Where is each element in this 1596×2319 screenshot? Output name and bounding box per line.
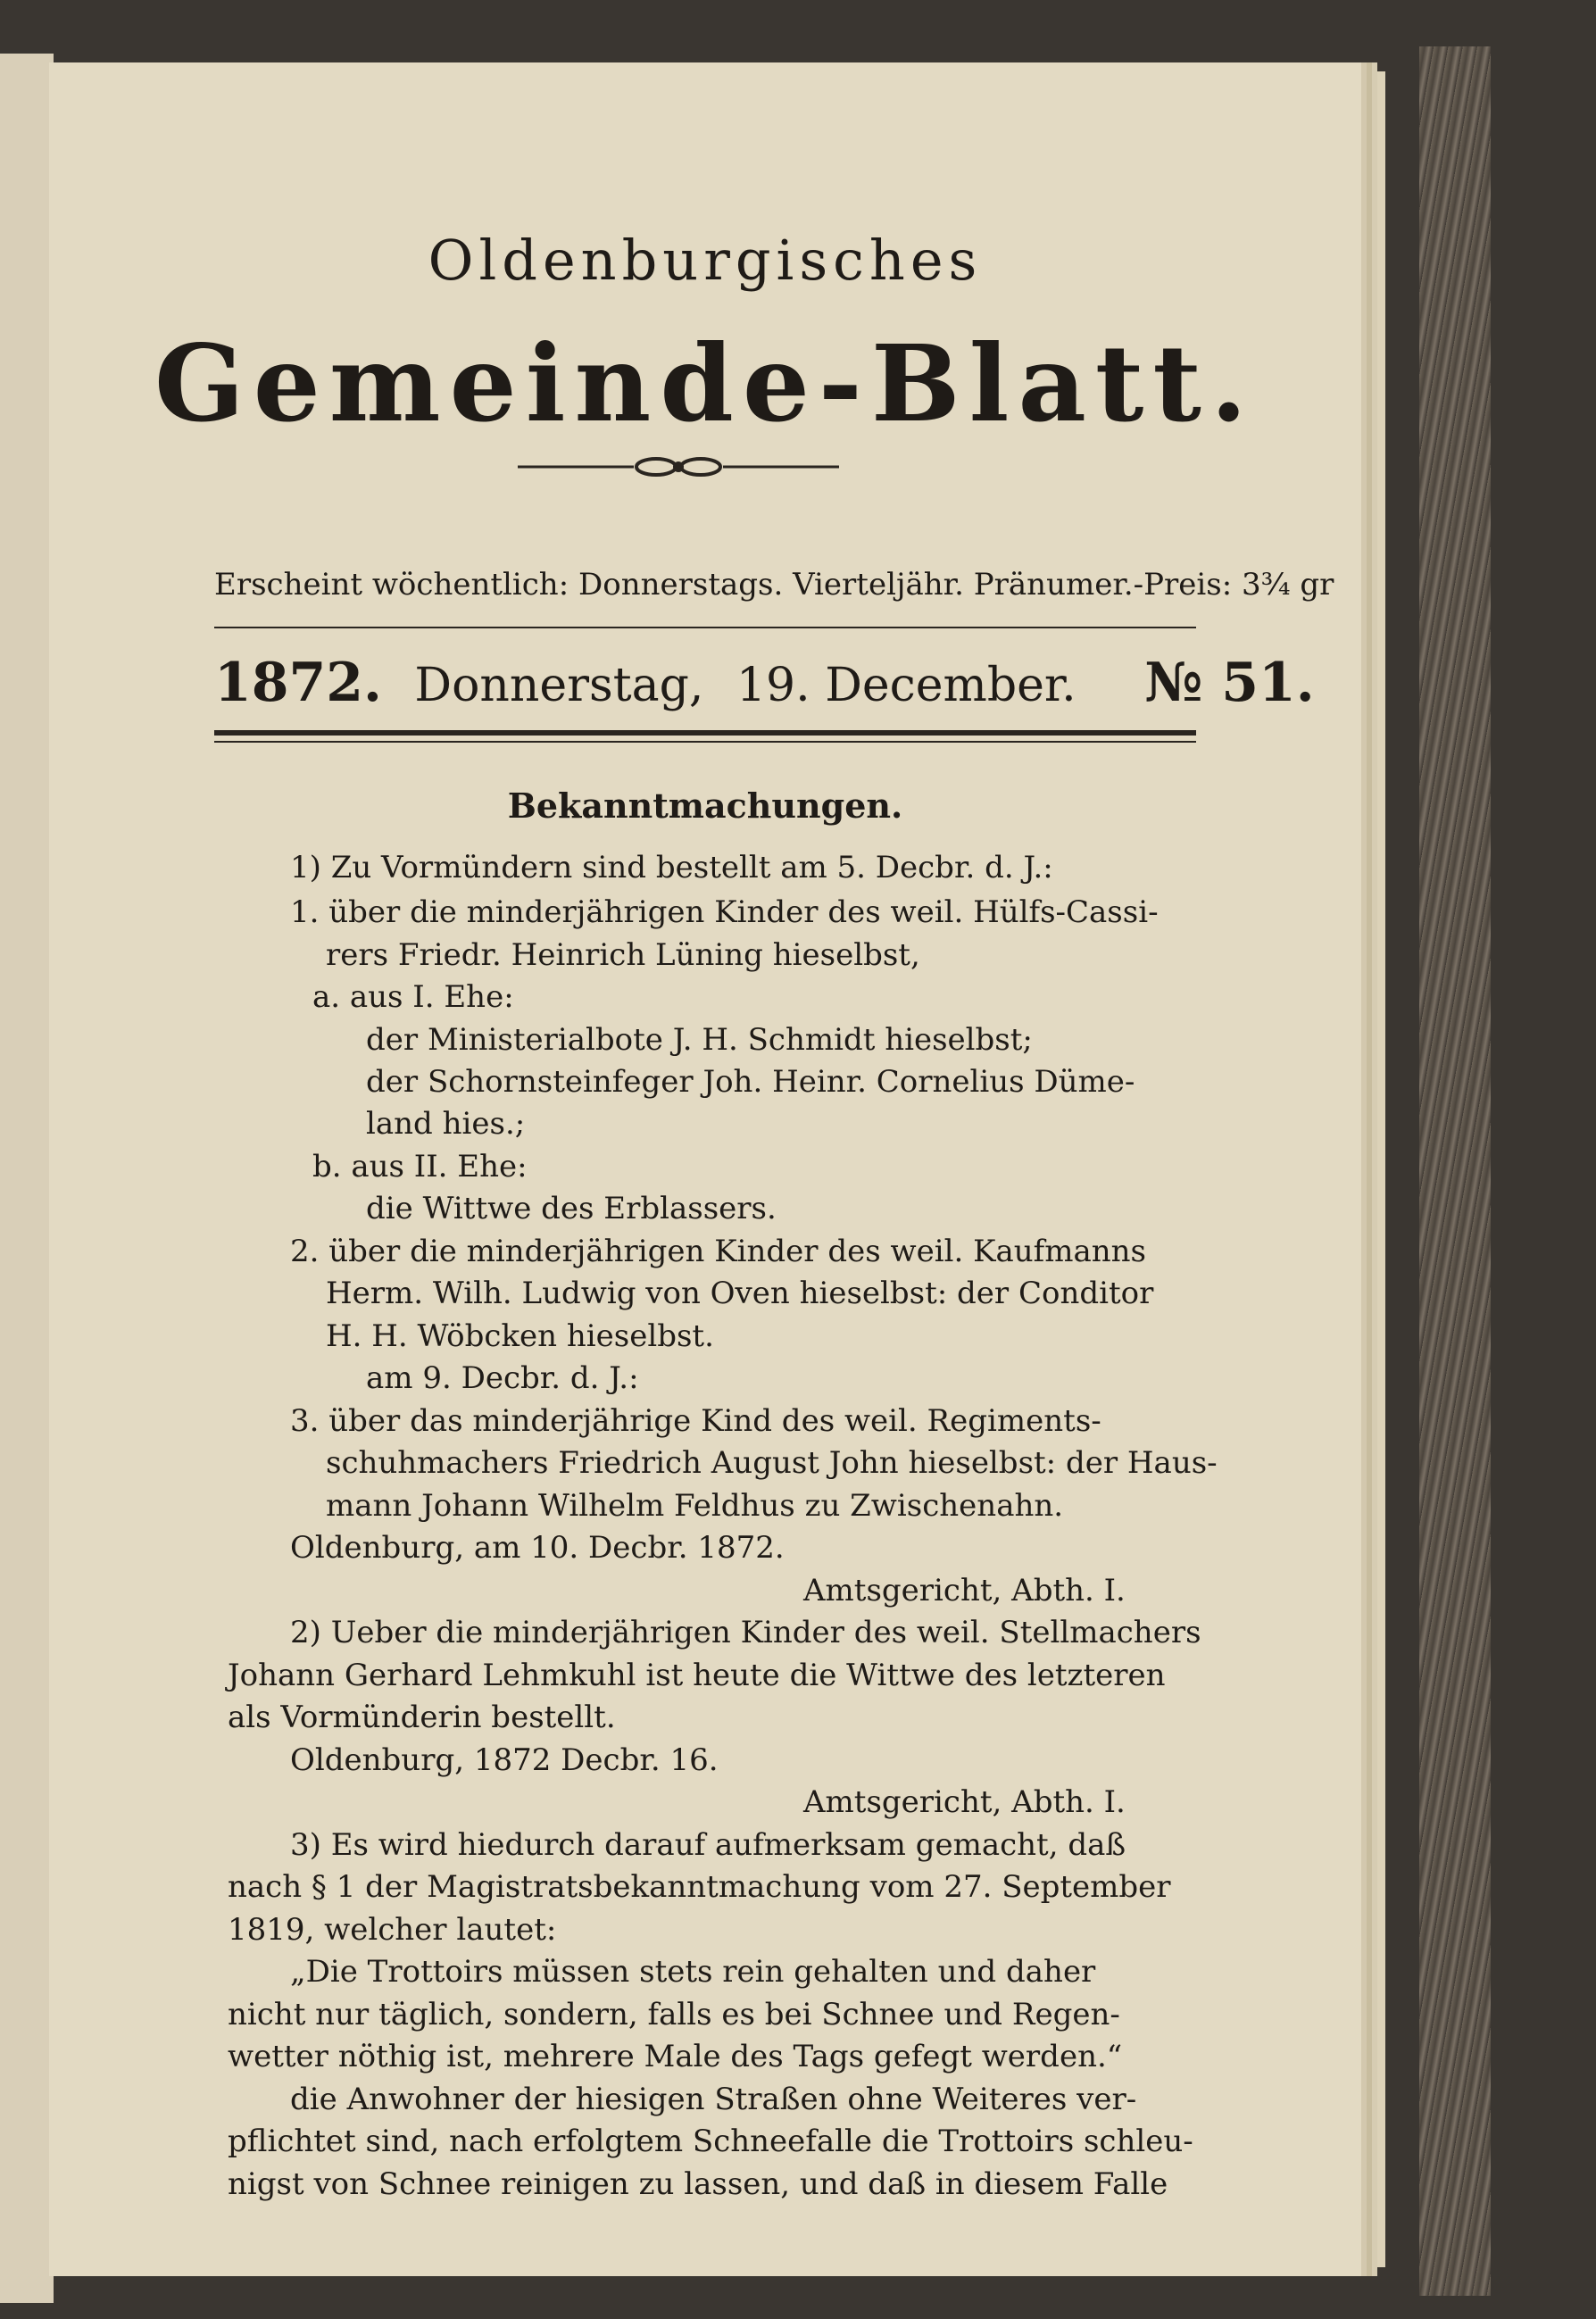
issue-date: 19. December. (736, 659, 1076, 712)
issue-day: Donnerstag, (414, 659, 704, 712)
text-line: rers Friedr. Heinrich Lüning hieselbst, (326, 937, 920, 973)
text-line: als Vormünderin bestellt. (228, 1700, 616, 1735)
text-line: 2. über die minderjährigen Kinder des weil. Kaufmanns (290, 1234, 1146, 1269)
text-line: mann Johann Wilhelm Feldhus zu Zwischenahn. (326, 1488, 1064, 1524)
text-line: land hies.; (366, 1106, 526, 1142)
text-line: 2) Ueber die minderjährigen Kinder des weil. Stellmachers (290, 1615, 1201, 1650)
text-line: am 9. Decbr. d. J.: (366, 1360, 639, 1396)
text-line: die Wittwe des Erblassers. (366, 1191, 777, 1226)
previous-page-edge (0, 54, 54, 2303)
text-line: Oldenburg, 1872 Decbr. 16. (290, 1742, 719, 1778)
dateline (214, 652, 1315, 714)
issue-number: № 51. (1144, 652, 1315, 714)
text-line: wetter nöthig ist, mehrere Male des Tags gefegt werden.“ (228, 2039, 1123, 2074)
text-line: Oldenburg, am 10. Decbr. 1872. (290, 1530, 785, 1566)
text-line: nigst von Schnee reinigen zu lassen, und daß in diesem Falle (228, 2166, 1168, 2202)
masthead-top: Oldenburgisches (428, 228, 983, 293)
text-line: pflichtet sind, nach erfolgtem Schneefalle die Trottoirs schleu- (228, 2124, 1193, 2159)
text-line: b. aus II. Ehe: (312, 1149, 528, 1184)
text-line: die Anwohner der hiesigen Straßen ohne Weiteres ver- (290, 2082, 1137, 2117)
text-line: 1819, welcher lautet: (228, 1912, 557, 1948)
signature-line: Amtsgericht, Abth. I. (803, 1784, 1126, 1820)
text-line: nicht nur täglich, sondern, falls es bei Schnee und Regen- (228, 1997, 1120, 2032)
signature-line: Amtsgericht, Abth. I. (803, 1573, 1126, 1608)
double-rule-top (214, 730, 1196, 736)
text-line: 1) Zu Vormündern sind bestellt am 5. Decbr. d. J.: (290, 850, 1053, 885)
text-line: der Ministerialbote J. H. Schmidt hieselbst; (366, 1022, 1033, 1058)
text-line: nach § 1 der Magistratsbekanntmachung vom 27. September (228, 1869, 1171, 1905)
text-line: Johann Gerhard Lehmkuhl ist heute die Wittwe des letzteren (228, 1658, 1166, 1693)
text-line: a. aus I. Ehe: (312, 979, 514, 1015)
text-line: H. H. Wöbcken hieselbst. (326, 1318, 714, 1354)
masthead-title: Gemeinde-Blatt. (154, 321, 1257, 445)
text-line: 1. über die minderjährigen Kinder des weil. Hülfs-Cassi- (290, 894, 1159, 930)
issue-year: 1872. (214, 652, 382, 714)
text-line: schuhmachers Friedrich August John hieselbst: der Haus- (326, 1445, 1218, 1481)
top-rule (214, 627, 1196, 628)
section-heading: Bekanntmachungen. (507, 785, 903, 826)
ornament-icon (518, 453, 839, 480)
text-line: der Schornsteinfeger Joh. Heinr. Cornelius Düme- (366, 1064, 1135, 1100)
text-line: 3) Es wird hiedurch darauf aufmerksam gemacht, daß (290, 1827, 1126, 1863)
text-line: „Die Trottoirs müssen stets rein gehalten und daher (290, 1954, 1096, 1990)
double-rule-bottom (214, 741, 1196, 743)
text-line: Herm. Wilh. Ludwig von Oven hieselbst: der Conditor (326, 1276, 1154, 1311)
subscription-info: Erscheint wöchentlich: Donnerstags. Vierteljähr. Pränumer.-Preis: 3¾ gr (214, 567, 1334, 603)
book-cover-edge (1419, 46, 1491, 2296)
text-line: 3. über das minderjährige Kind des weil. Regiments- (290, 1403, 1101, 1439)
newspaper-page (49, 62, 1361, 2276)
